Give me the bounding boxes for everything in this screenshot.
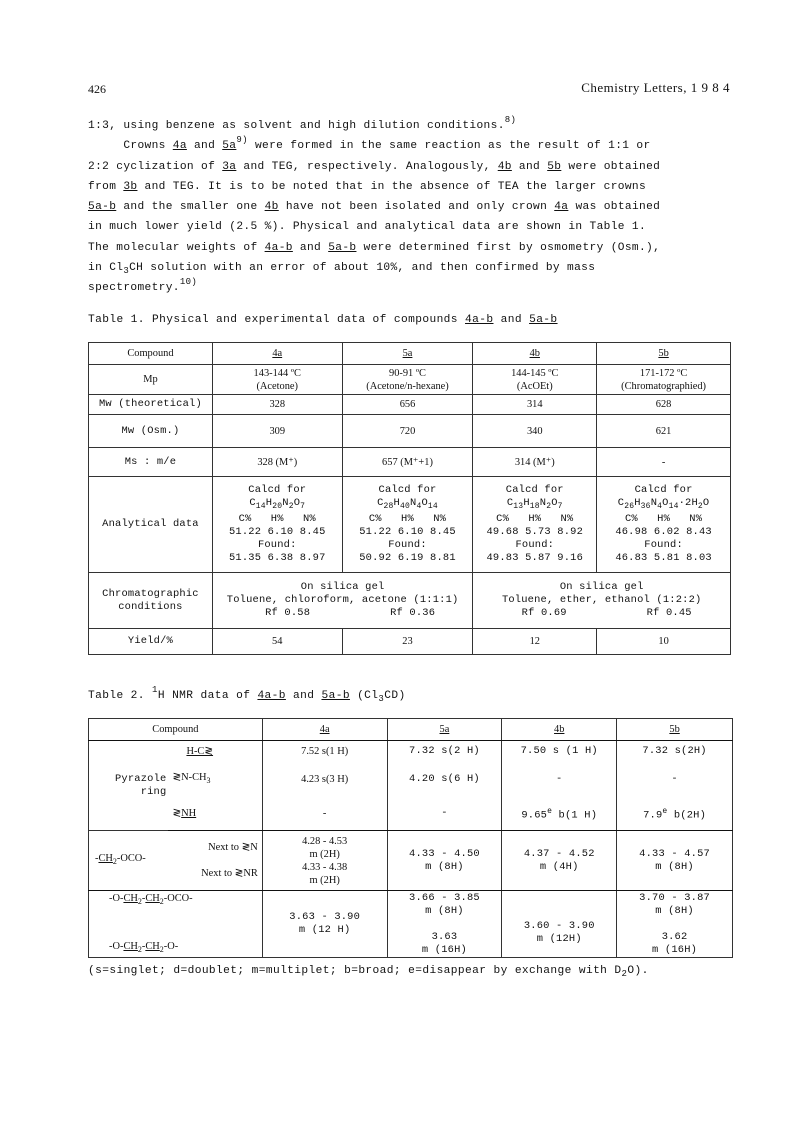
row-label: Analytical data <box>89 477 213 573</box>
table-cell: 171-172 ºC (Chromatographied) <box>597 365 731 395</box>
table-header: 5b <box>597 343 731 365</box>
table1 <box>88 342 731 655</box>
table-cell: On silica gel Toluene, chloroform, acetone (1:1:1) Rf 0.58 Rf 0.36 <box>212 573 473 629</box>
table-row <box>89 741 733 763</box>
table2-caption: Table 2. $^1$H NMR data of 4a-b and 5a-b $(Cl_3CD)$ <box>88 685 406 704</box>
table-header: 5a <box>342 343 473 365</box>
table-cell: 720 <box>342 415 473 448</box>
table-cell: 7.32 s(2 H) <box>387 741 502 763</box>
row-label: Mp <box>89 365 213 395</box>
table-row <box>89 415 731 448</box>
table-header: Compound <box>89 719 263 741</box>
table-cell: Calcd for $C_{26}H_{36}N_4O_{14}\cdot 2H_2O$ C% H% N% 46.98 6.02 8.43 Found: 46.83 5.81 8.03 <box>597 477 731 573</box>
table2-footnote: (s=singlet; d=doublet; m=multiplet; b=broad; e=disappear by exchange with $D_2O$). <box>88 965 649 979</box>
table-row <box>89 831 733 891</box>
table-cell: - <box>387 797 502 831</box>
table-cell: 7.50 s (1 H) <box>502 741 617 763</box>
formula: $C_{14}H_{20}N_2O_7$ <box>249 497 306 511</box>
table-cell: 4.23 s(3 H) <box>262 763 387 797</box>
table-cell: 314 (M⁺) <box>473 448 597 477</box>
formula: $C_{13}H_{18}N_2O_7$ <box>506 497 563 511</box>
table-cell: 657 (M⁺+1) <box>342 448 473 477</box>
table-cell: 9.65e b(1 H) <box>502 797 617 831</box>
table-cell: - <box>262 797 387 831</box>
table-cell: 628 <box>597 395 731 415</box>
table-cell: 7.9e b(2H) <box>617 797 733 831</box>
table-cell: 4.33 - 4.50 m (8H) <box>387 831 502 891</box>
row-label: Chromatographic conditions <box>89 573 213 629</box>
text-line: Crowns 4a and $5a^{9)}$ were formed in the same reaction as the result of 1:1 or <box>88 135 651 153</box>
table-cell: - <box>617 763 733 797</box>
table-cell: Calcd for $C_{13}H_{18}N_2O_7$ C% H% N% 49.68 5.73 8.92 Found: 49.83 5.87 9.16 <box>473 477 597 573</box>
row-sublabel: Next to ≷N Next to ≷NR <box>168 831 262 891</box>
table-cell: 4.20 s(6 H) <box>387 763 502 797</box>
table1-caption: Table 1. Physical and experimental data of compounds 4a-b and 5a-b <box>88 314 558 326</box>
text-line: spectrometry.$^{10)}$ <box>88 277 198 295</box>
table-cell: 621 <box>597 415 731 448</box>
table-cell: 340 <box>473 415 597 448</box>
row-sublabel: H-C≷ <box>168 741 262 763</box>
table-cell: 54 <box>212 629 342 655</box>
table-cell: 3.70 - 3.87 m (8H) 3.62 m (16H) <box>617 891 733 958</box>
row-label: Yield/% <box>89 629 213 655</box>
table-cell: Calcd for $C_{28}H_{40}N_4O_{14}$ C% H% N% 51.22 6.10 8.45 Found: 50.92 6.19 8.81 <box>342 477 473 573</box>
table-cell: 314 <box>473 395 597 415</box>
formula: $C_{26}H_{36}N_4O_{14}\cdot 2H_2O$ <box>617 497 710 511</box>
table-header: 5a <box>387 719 502 741</box>
row-sublabel: $≷N-CH_3$ <box>168 763 262 797</box>
row-label: Pyrazole ring <box>89 741 169 831</box>
table-cell: 90-91 ºC (Acetone/n-hexane) <box>342 365 473 395</box>
table2-header-row <box>89 719 733 741</box>
table-cell: 144-145 ºC (AcOEt) <box>473 365 597 395</box>
table-cell: 3.60 - 3.90 m (12H) <box>502 891 617 958</box>
table-cell: 4.37 - 4.52 m (4H) <box>502 831 617 891</box>
table-row <box>89 763 733 797</box>
table-header: 4a <box>262 719 387 741</box>
table-cell: On silica gel Toluene, ether, ethanol (1:2:2) Rf 0.69 Rf 0.45 <box>473 573 731 629</box>
table-row <box>89 395 731 415</box>
table-cell: - <box>502 763 617 797</box>
row-label: Mw (theoretical) <box>89 395 213 415</box>
table-row <box>89 629 731 655</box>
page-number: 426 <box>88 82 106 96</box>
table-cell: 656 <box>342 395 473 415</box>
text-line: 1:3, using benzene as solvent and high dilution conditions.$^{8)}$ <box>88 115 517 132</box>
table-row <box>89 448 731 477</box>
table-cell: 3.66 - 3.85 m (8H) 3.63 m (16H) <box>387 891 502 958</box>
row-label: Mw (Osm.) <box>89 415 213 448</box>
table-cell: 3.63 - 3.90 m (12 H) <box>262 891 387 958</box>
table-cell: 309 <box>212 415 342 448</box>
table2 <box>88 718 733 958</box>
text-line: 5a-b and the smaller one 4b have not been isolated and only crown 4a was obtained <box>88 201 661 214</box>
table-cell: 4.33 - 4.57 m (8H) <box>617 831 733 891</box>
table-cell: 23 <box>342 629 473 655</box>
table-cell: 7.52 s(1 H) <box>262 741 387 763</box>
running-header: Chemistry Letters, 1 9 8 4 <box>581 80 730 95</box>
table-cell: 328 <box>212 395 342 415</box>
table-header: 4b <box>502 719 617 741</box>
table-row <box>89 891 733 958</box>
formula: $C_{28}H_{40}N_4O_{14}$ <box>377 497 438 511</box>
row-label: $-O-CH_2-CH_2-OCO-$ $-O-CH_2-CH_2-O-$ <box>89 891 263 958</box>
table-cell: - <box>597 448 731 477</box>
text-line: in much lower yield (2.5 %). Physical and analytical data are shown in Table 1. <box>88 221 647 234</box>
table-cell: 328 (M⁺) <box>212 448 342 477</box>
row-label: $-CH_2-OCO-$ <box>89 831 169 891</box>
table-row <box>89 365 731 395</box>
table-cell: 12 <box>473 629 597 655</box>
table-row <box>89 797 733 831</box>
table-header: Compound <box>89 343 213 365</box>
table-header: 5b <box>617 719 733 741</box>
table-cell: Calcd for $C_{14}H_{20}N_2O_7$ C% H% N% 51.22 6.10 8.45 Found: 51.35 6.38 8.97 <box>212 477 342 573</box>
table1-header-row <box>89 343 731 365</box>
table-cell: 7.32 s(2H) <box>617 741 733 763</box>
table-row <box>89 573 731 629</box>
text-line: in $Cl_3CH$ solution with an error of about 10%, and then confirmed by mass <box>88 262 596 277</box>
table-cell: 10 <box>597 629 731 655</box>
row-label: Ms : m/e <box>89 448 213 477</box>
table-cell: 4.28 - 4.53 m (2H) 4.33 - 4.38 m (2H) <box>262 831 387 891</box>
text-line: 2:2 cyclization of 3a and TEG, respectively. Analogously, 4b and 5b were obtained <box>88 160 661 173</box>
body-paragraph <box>88 116 728 299</box>
table-cell: 143-144 ºC (Acetone) <box>212 365 342 395</box>
table-row <box>89 477 731 573</box>
table-header: 4b <box>473 343 597 365</box>
table-header: 4a <box>212 343 342 365</box>
text-line: The molecular weights of 4a-b and 5a-b were determined first by osmometry (Osm.), <box>88 241 661 254</box>
row-sublabel: ≷NH <box>168 797 262 831</box>
text-line: from 3b and TEG. It is to be noted that in the absence of TEA the larger crowns <box>88 180 647 193</box>
